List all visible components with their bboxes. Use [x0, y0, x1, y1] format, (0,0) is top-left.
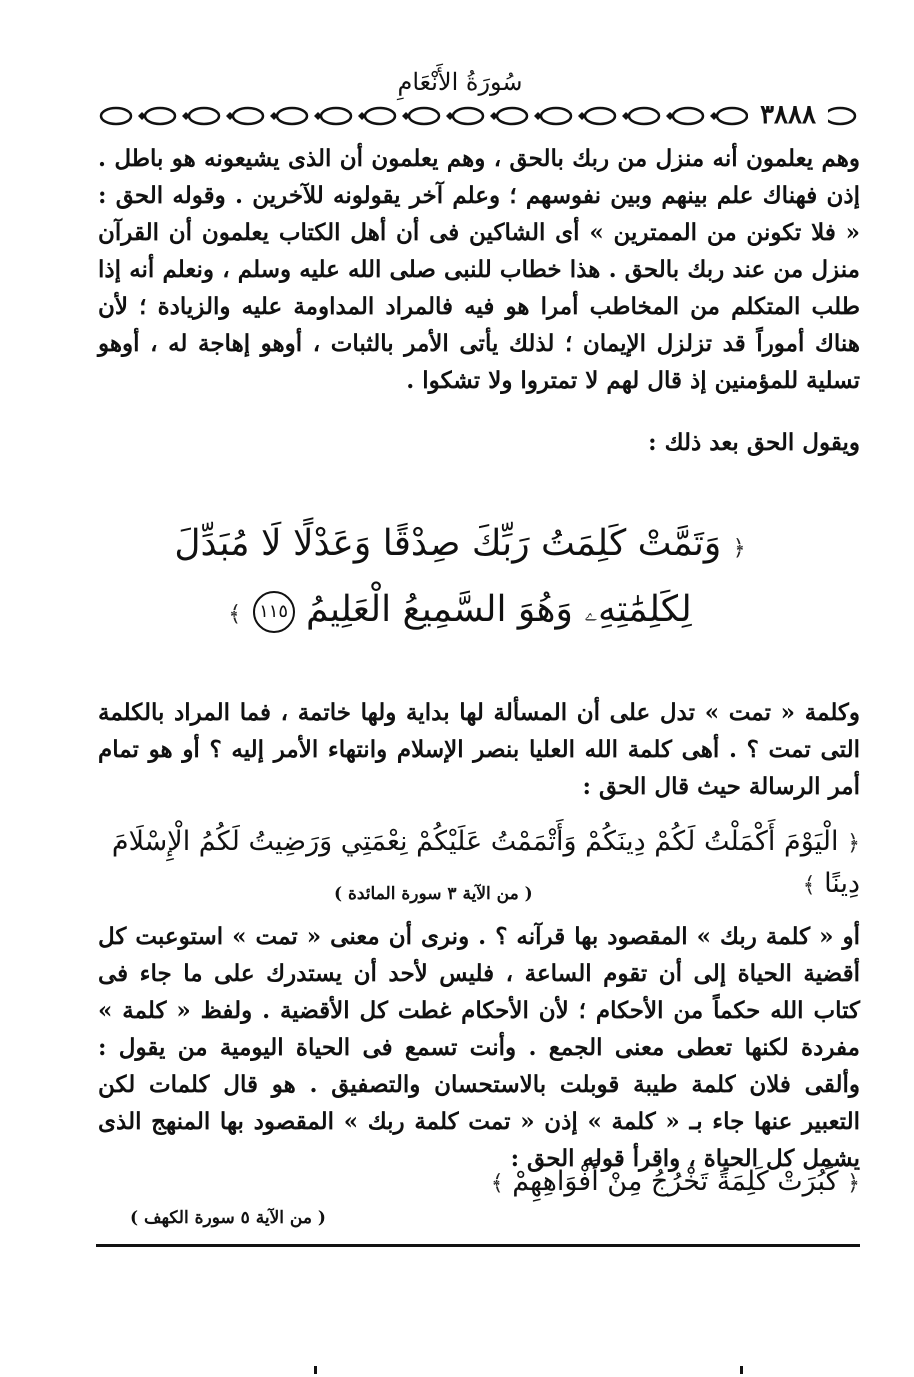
- close-bracket-ornament: ﴾: [228, 602, 242, 627]
- page-mark-right: [740, 1366, 743, 1374]
- surah-title: سُورَةُ الأَنْعَامِ: [397, 68, 523, 96]
- main-verse-line-1: [150, 512, 770, 581]
- bottom-rule: [96, 1244, 860, 1247]
- verse-number-circle: ١١٥: [253, 591, 295, 633]
- page-mark-left: [314, 1366, 317, 1374]
- main-verse-text-2: لِكَلِمَٰتِهِۦ وَهُوَ السَّمِيعُ الْعَلِيمُ: [306, 589, 692, 630]
- page-number: ٣٨٨٨: [748, 100, 828, 130]
- verse-2-reference: ( من الآية ٣ سورة المائدة ): [334, 884, 533, 904]
- chain-border: [98, 104, 860, 128]
- intro-line: ويقول الحق بعد ذلك :: [648, 429, 860, 456]
- verse-3-reference: ( من الآية ٥ سورة الكهف ): [130, 1208, 326, 1228]
- paragraph-1: وهم يعلمون أنه منزل من ربك بالحق ، وهم يعلمون أن الذى يشيعونه هو باطل . إذن فهناك علم بينهم وبين نفوسهم ؛ وعلم آخر يقولونه للآخرين . وقوله الحق : « فلا تكونن من الممترين » أى الشاكين فى أن أهل الكتاب يعلمون أن القرآن منزل من عند ربك بالحق . هذا خطاب للنبى صلى الله عليه وسلم ، ونعلم أنه إذا طلب المتكلم من المخاطب أمرا هو فيه فالمراد المداومة عليه والزيادة ؛ لأن هناك أموراً قد تزلزل الإيمان ؛ لذلك يأتى الأمر بالثبات ، أوهو إهاجة له ، أوهو تسلية للمؤمنين إذ قال لهم لا تمتروا ولا تشكوا .: [98, 145, 861, 394]
- main-verse-line-2: [150, 578, 770, 647]
- verse-3-text: كَبُرَتْ كَلِمَةً تَخْرُجُ مِنْ أَفْوَاهِهِمْ: [512, 1166, 839, 1197]
- verse-2-close-bracket: ﴾: [802, 873, 816, 898]
- paragraph-3: أو « كلمة ربك » المقصود بها قرآنه ؟ . ونرى أن معنى « تمت » استوعبت كل أقضية الحياة إلى أن تقوم الساعة ، فليس لأحد أن يستدرك على ما جاء فى كتاب الله حكماً من الأحكام ؛ لأن الأحكام غطت كل الأقضية . ولفظ « كلمة » مفردة لكنها تعطى معنى الجمع . وأنت تسمع فى الحياة اليومية من يقول : وألقى فلان كلمة طيبة قوبلت بالاستحسان والتصفيق . هو قال كلمات لكن التعبير عنها جاء بـ « كلمة » إذن « تمت كلمة ربك » المقصود بها المنهج الذى يشمل كل الحياة ، واقرأ قوله الحق :: [98, 923, 860, 1172]
- verse-3-open-bracket: ﴿: [847, 1171, 860, 1196]
- verse-3-close-bracket: ﴾: [490, 1171, 504, 1196]
- paragraph-2: وكلمة « تمت » تدل على أن المسألة لها بداية ولها خاتمة ، فما المراد بالكلمة التى تمت ؟ . أهى كلمة الله العليا بنصر الإسلام وانتهاء الأمر إليه ؟ أو هو تمام أمر الرسالة حيث قال الحق :: [98, 699, 860, 800]
- verse-2-text: الْيَوْمَ أَكْمَلْتُ لَكُمْ دِينَكُمْ وَأَتْمَمْتُ عَلَيْكُمْ نِعْمَتِي وَرَضِيتُ لَكُمُ الْإِسْلَامَ دِينًا: [111, 826, 860, 899]
- verse-3: [480, 1162, 860, 1204]
- main-verse-text-1: وَتَمَّتْ كَلِمَتُ رَبِّكَ صِدْقًا وَعَدْلًا لَا مُبَدِّلَ: [174, 523, 722, 564]
- verse-2-open-bracket: ﴿: [847, 831, 860, 856]
- open-bracket-ornament: ﴿: [732, 536, 746, 561]
